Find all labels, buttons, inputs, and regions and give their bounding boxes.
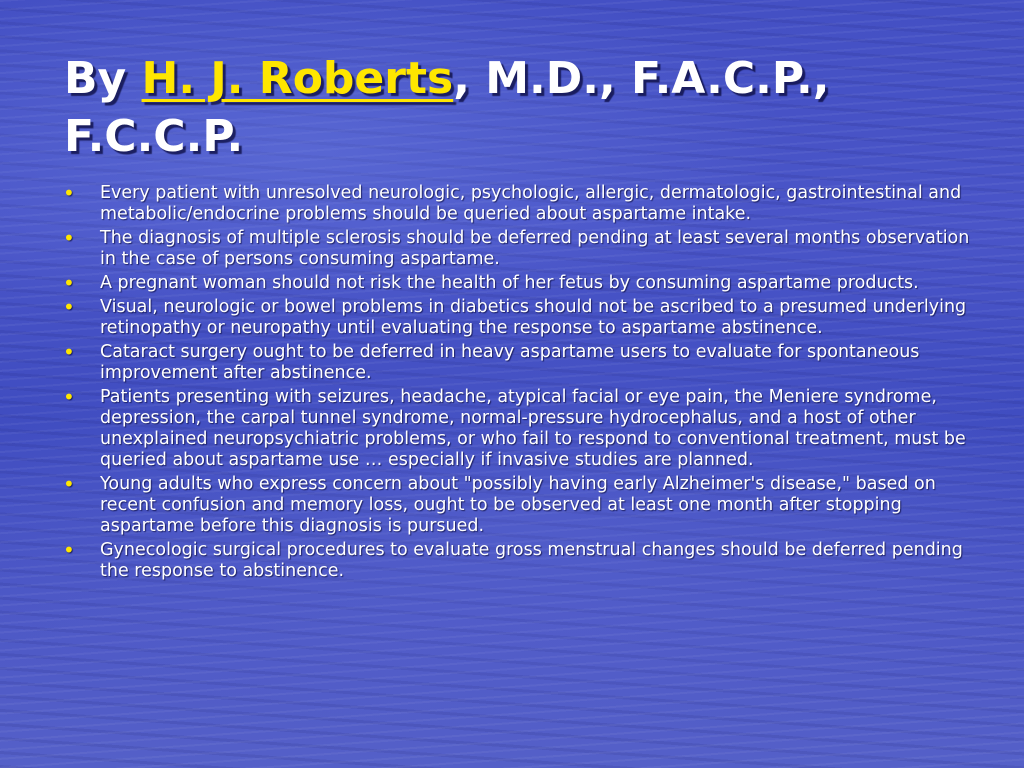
bullet-item (62, 228, 972, 270)
bullet-text: Every patient with unresolved neurologic, psychologic, allergic, dermatologic, gastrointestinal and metabolic/endocrine problems should be queried about aspartame intake. (100, 183, 962, 224)
bullet-icon: • (63, 226, 75, 250)
bullet-icon: • (63, 181, 75, 205)
bullet-icon: • (63, 538, 75, 562)
bullet-icon: • (63, 472, 75, 496)
bullet-item (62, 540, 972, 582)
bullet-text: Visual, neurologic or bowel problems in diabetics should not be ascribed to a presumed underlying retinopathy or neuropathy until evaluating the response to aspartame abstinence. (100, 297, 967, 338)
slide-title (64, 50, 984, 166)
bullet-text: Gynecologic surgical procedures to evaluate gross menstrual changes should be deferred pending the response to abstinence. (100, 540, 963, 581)
bullet-item (62, 297, 972, 339)
bullet-text: A pregnant woman should not risk the health of her fetus by consuming aspartame products. (100, 273, 919, 293)
bullet-list (62, 183, 972, 585)
bullet-item (62, 273, 972, 294)
bullet-icon: • (63, 340, 75, 364)
title-credentials: , M.D., F.A.C.P., F.C.C.P. (64, 53, 830, 162)
bullet-text: Patients presenting with seizures, headache, atypical facial or eye pain, the Meniere syndrome, depression, the carpal tunnel syndrome, normal-pressure hydrocephalus, and a host of other unexplained neuropsychiatric problems, or who fail to respond to conventional treatment, must be queried about aspartame use … especially if invasive studies are planned. (100, 387, 966, 470)
bullet-item (62, 342, 972, 384)
title-prefix: By (64, 53, 142, 104)
bullet-item (62, 387, 972, 471)
bullet-item (62, 474, 972, 537)
bullet-text: The diagnosis of multiple sclerosis should be deferred pending at least several months observation in the case of persons consuming aspartame. (100, 228, 970, 269)
bullet-item (62, 183, 972, 225)
bullet-icon: • (63, 295, 75, 319)
bullet-icon: • (63, 271, 75, 295)
author-name-link[interactable]: H. J. Roberts (141, 53, 454, 104)
bullet-text: Cataract surgery ought to be deferred in heavy aspartame users to evaluate for spontaneous improvement after abstinence. (100, 342, 920, 383)
bullet-text: Young adults who express concern about "possibly having early Alzheimer's disease," based on recent confusion and memory loss, ought to be observed at least one month after stopping aspartame before this diagnosis is pursued. (100, 474, 936, 536)
bullet-icon: • (63, 385, 75, 409)
